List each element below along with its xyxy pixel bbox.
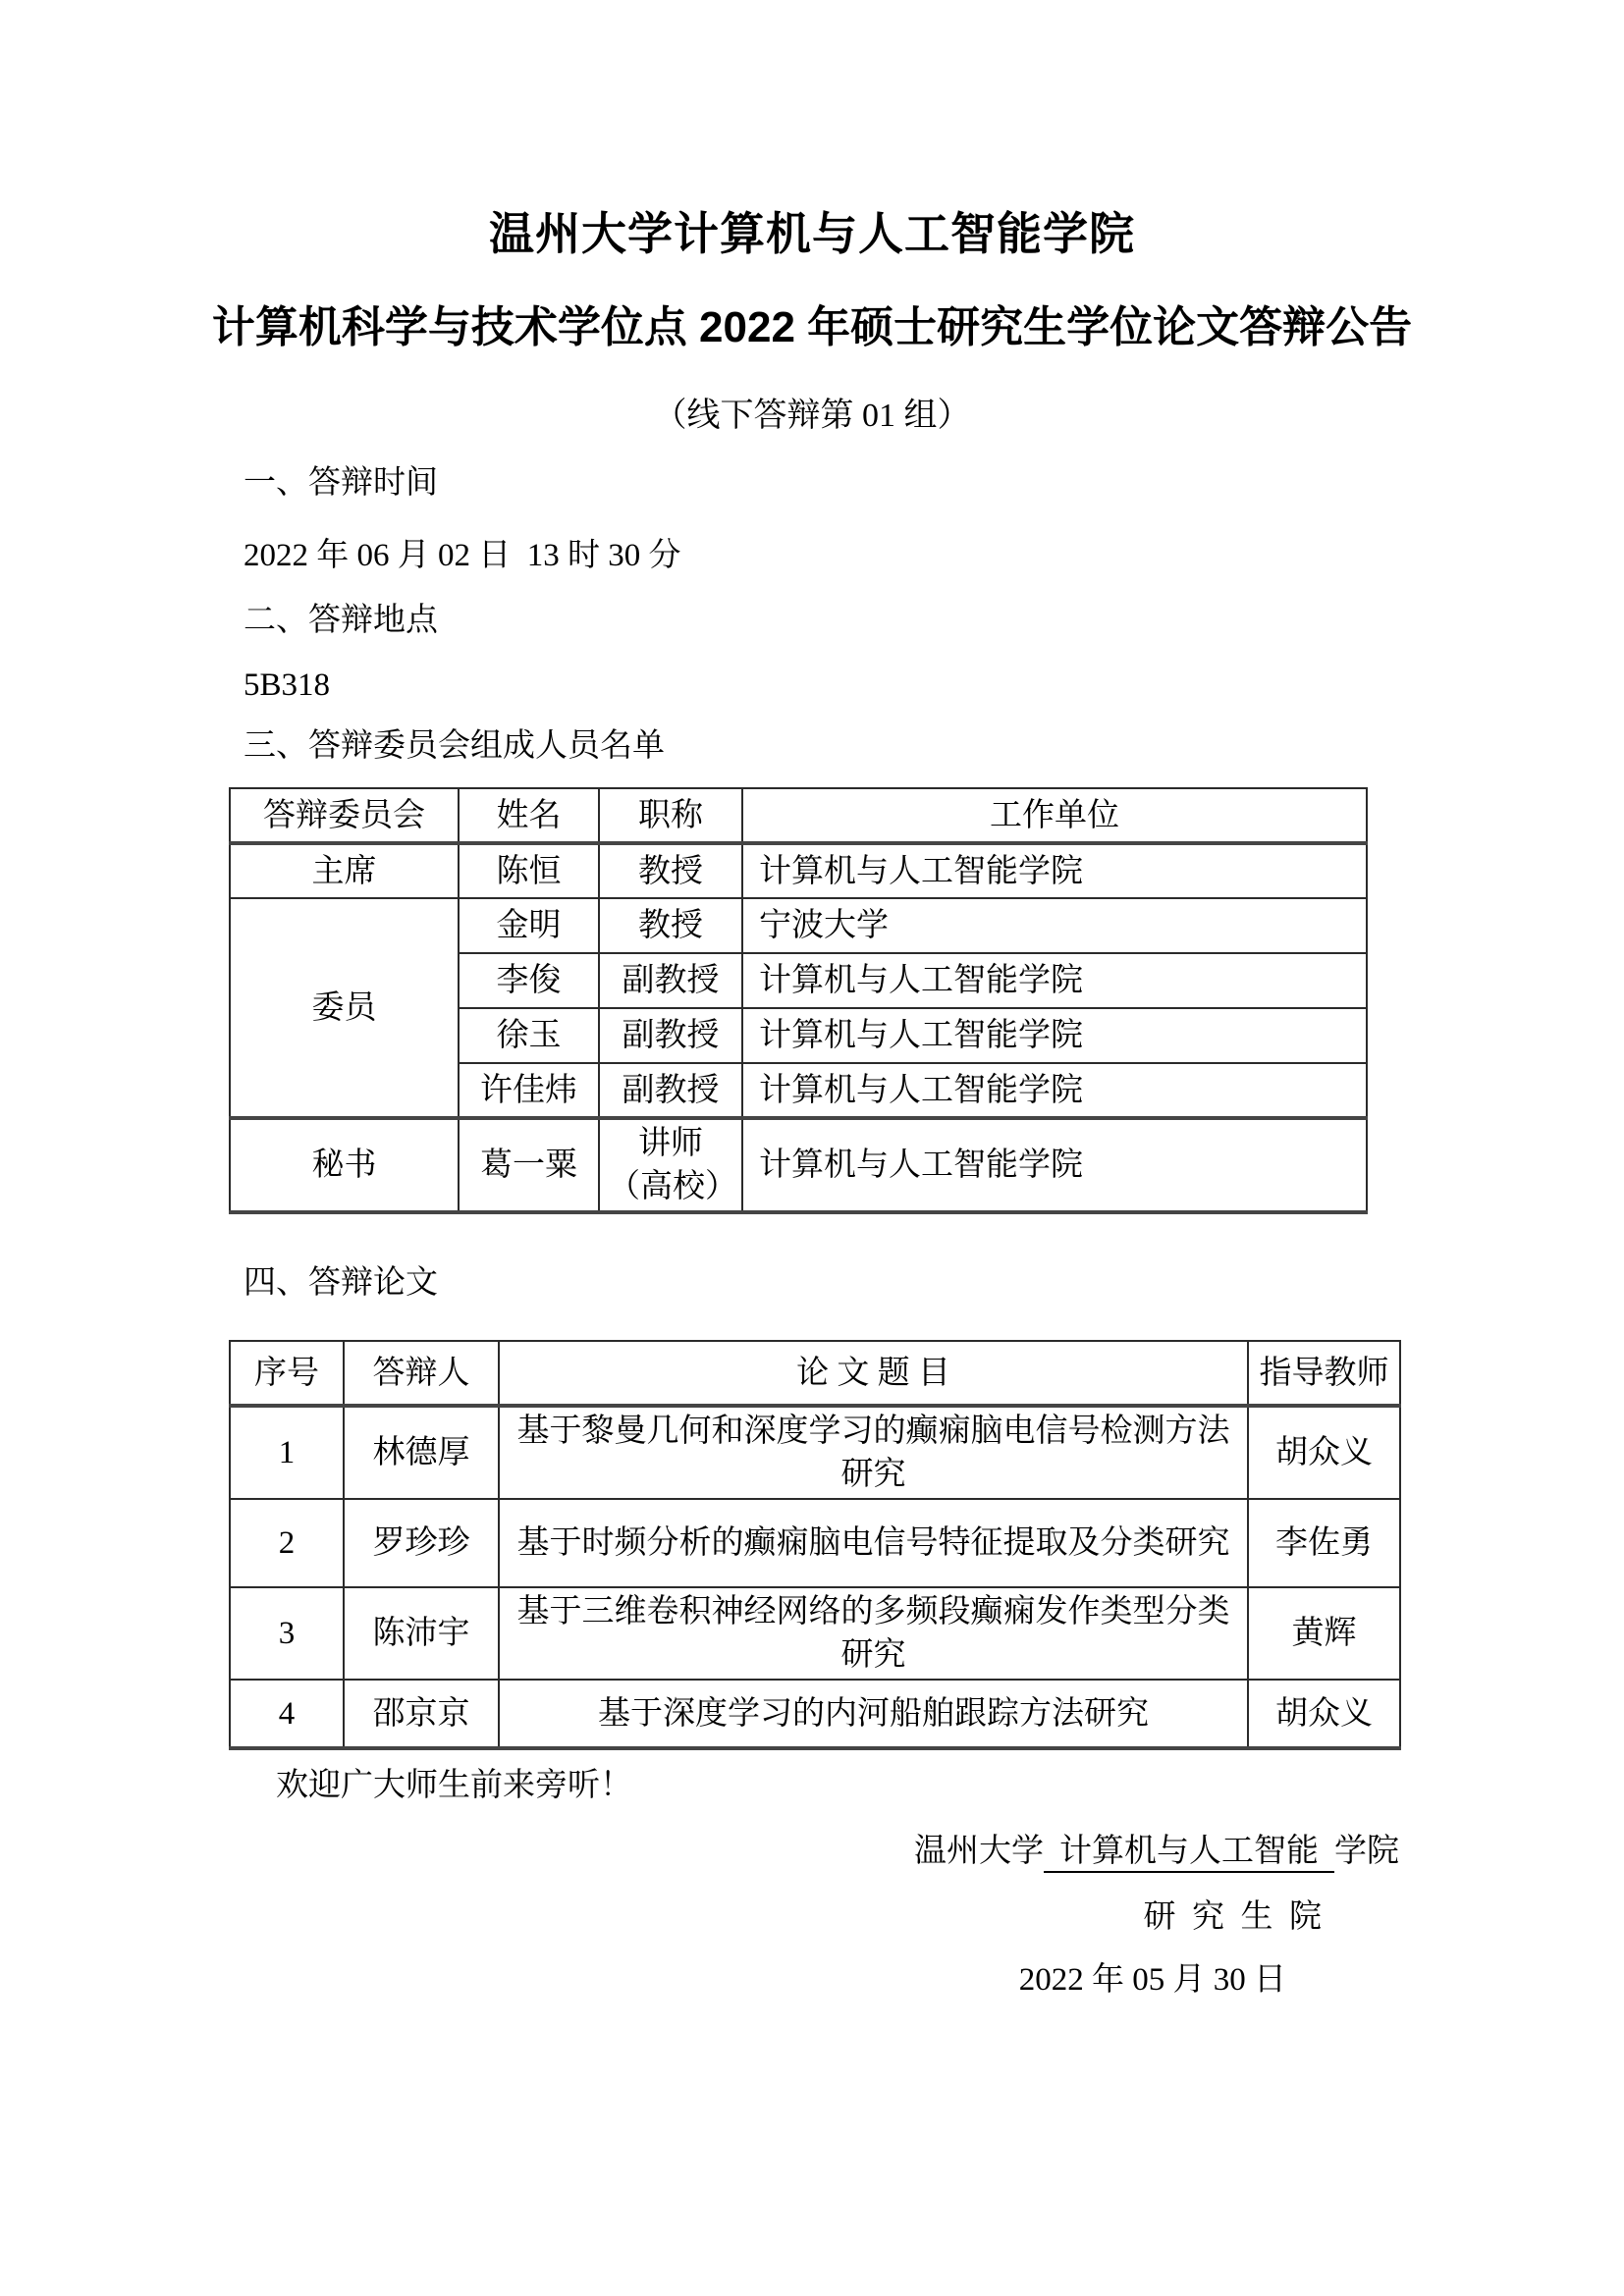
thesis-title-cell: 基于深度学习的内河船舶跟踪方法研究 — [499, 1680, 1248, 1748]
member-name-cell: 许佳炜 — [459, 1063, 599, 1118]
header-cell-no: 序号 — [230, 1341, 344, 1406]
member-title-cell: 教授 — [599, 898, 742, 953]
thesis-title-cell: 基于三维卷积神经网络的多频段癫痫发作类型分类研究 — [499, 1587, 1248, 1680]
thesis-defender-cell: 邵京京 — [344, 1680, 499, 1748]
table-row-thesis — [230, 1499, 1400, 1587]
thesis-table — [229, 1340, 1401, 1750]
member-title-cell: 副教授 — [599, 1008, 742, 1063]
member-name-cell: 李俊 — [459, 953, 599, 1008]
header-cell-committee: 答辩委员会 — [230, 788, 459, 843]
section-heading-place: 二、答辩地点 — [244, 603, 438, 638]
section-heading-thesis: 四、答辩论文 — [244, 1265, 438, 1301]
member-affiliation-cell: 计算机与人工智能学院 — [742, 1008, 1367, 1063]
table-row-thesis — [230, 1680, 1400, 1748]
thesis-no-cell: 2 — [230, 1499, 344, 1587]
thesis-no-cell: 3 — [230, 1587, 344, 1680]
thesis-defender-cell: 罗珍珍 — [344, 1499, 499, 1587]
closing-block — [0, 1829, 1399, 2002]
table-row-secretary — [230, 1118, 1367, 1212]
section-heading-committee: 三、答辩委员会组成人员名单 — [244, 728, 665, 764]
member-affiliation-cell: 计算机与人工智能学院 — [742, 953, 1367, 1008]
group-note: （线下答辩第 01 组） — [653, 398, 971, 434]
table-row-thesis — [230, 1587, 1400, 1680]
table-row-thesis — [230, 1406, 1400, 1499]
member-name-cell: 徐玉 — [459, 1008, 599, 1063]
document-subtitle: 计算机科学与技术学位点 2022 年硕士研究生学位论文答辩公告 — [211, 303, 1413, 351]
thesis-advisor-cell: 黄辉 — [1248, 1587, 1400, 1680]
signature-suffix: 学院 — [1334, 1834, 1399, 1869]
header-cell-defender: 答辩人 — [344, 1341, 499, 1406]
thesis-defender-cell: 陈沛宇 — [344, 1587, 499, 1680]
committee-table — [229, 787, 1368, 1214]
table-row-member — [230, 898, 1367, 953]
header-cell-thesis-title: 论 文 题 目 — [499, 1341, 1248, 1406]
thesis-title-cell: 基于时频分析的癫痫脑电信号特征提取及分类研究 — [499, 1499, 1248, 1587]
member-name-cell: 金明 — [459, 898, 599, 953]
header-cell-advisor: 指导教师 — [1248, 1341, 1400, 1406]
thesis-advisor-cell: 李佐勇 — [1248, 1499, 1400, 1587]
graduate-school-line: 研 究 生 院 — [1143, 1899, 1322, 1935]
thesis-header-row — [230, 1341, 1400, 1406]
header-cell-title: 职称 — [599, 788, 742, 843]
secretary-role-cell: 秘书 — [230, 1118, 459, 1212]
member-title-cell: 副教授 — [599, 1063, 742, 1118]
welcome-line: 欢迎广大师生前来旁听！ — [276, 1768, 632, 1803]
chair-name-cell: 陈恒 — [459, 843, 599, 898]
thesis-advisor-cell: 胡众义 — [1248, 1406, 1400, 1499]
committee-header-row — [230, 788, 1367, 843]
header-cell-affiliation: 工作单位 — [742, 788, 1367, 843]
member-affiliation-cell: 宁波大学 — [742, 898, 1367, 953]
member-role-cell: 委员 — [230, 898, 459, 1118]
header-cell-name: 姓名 — [459, 788, 599, 843]
chair-affiliation-cell: 计算机与人工智能学院 — [742, 843, 1367, 898]
thesis-advisor-cell: 胡众义 — [1248, 1680, 1400, 1748]
defense-time-value: 2022 年 06 月 02 日 13 时 30 分 — [244, 538, 681, 573]
thesis-defender-cell: 林德厚 — [344, 1406, 499, 1499]
secretary-affiliation-cell: 计算机与人工智能学院 — [742, 1118, 1367, 1212]
secretary-name-cell: 葛一粟 — [459, 1118, 599, 1212]
thesis-no-cell: 1 — [230, 1406, 344, 1499]
signature-university: 温州大学 — [914, 1834, 1044, 1869]
chair-role-cell: 主席 — [230, 843, 459, 898]
table-row-chair — [230, 843, 1367, 898]
chair-title-cell: 教授 — [599, 843, 742, 898]
signature-college-underlined: 计算机与人工智能 — [1044, 1834, 1334, 1873]
member-title-cell: 副教授 — [599, 953, 742, 1008]
secretary-title-cell: 讲师（高校） — [599, 1118, 742, 1212]
signature-line — [0, 1829, 1399, 1874]
section-heading-time: 一、答辩时间 — [244, 465, 438, 501]
member-affiliation-cell: 计算机与人工智能学院 — [742, 1063, 1367, 1118]
document-title: 温州大学计算机与人工智能学院 — [489, 208, 1135, 259]
thesis-no-cell: 4 — [230, 1680, 344, 1748]
thesis-title-cell: 基于黎曼几何和深度学习的癫痫脑电信号检测方法研究 — [499, 1406, 1248, 1499]
date-line: 2022 年 05 月 30 日 — [1018, 1962, 1286, 1998]
defense-place-value: 5B318 — [244, 667, 331, 703]
